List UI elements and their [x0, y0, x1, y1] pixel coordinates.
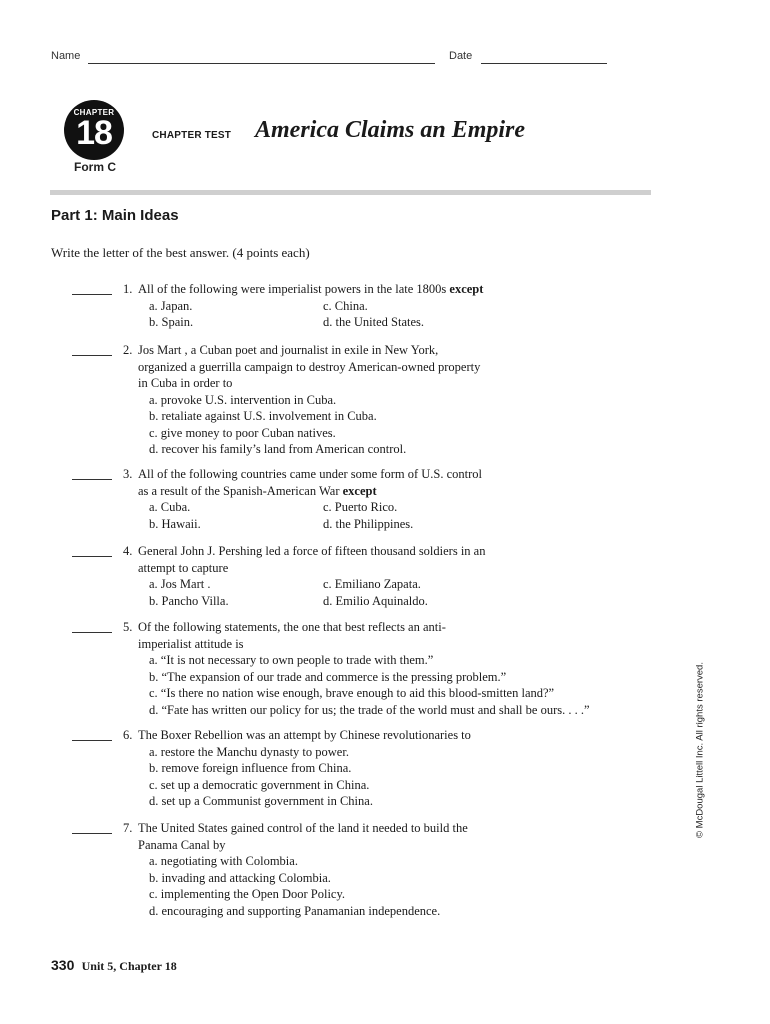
option-a[interactable]: a. negotiating with Colombia. [149, 854, 298, 868]
option-b[interactable]: b. Pancho Villa. [149, 593, 229, 608]
page-number: 330 [51, 957, 75, 973]
option-b[interactable]: b. “The expansion of our trade and commerce is the pressing problem.” [149, 669, 507, 684]
option-b[interactable]: b. remove foreign influence from China. [149, 761, 352, 775]
question-number: 3. [123, 467, 133, 481]
chapter-number: 18 [76, 114, 112, 152]
page-footer [51, 957, 177, 974]
question-number: 6. [123, 728, 133, 742]
question-stem: General John J. Pershing led a force of fifteen thousand soldiers in an attempt to capture [138, 544, 486, 575]
option-a[interactable]: a. “It is not necessary to own people to trade with them.” [149, 653, 434, 667]
option-b[interactable]: b. invading and attacking Colombia. [149, 870, 331, 885]
answer-blank[interactable] [72, 632, 112, 633]
option-a[interactable]: a. restore the Manchu dynasty to power. [149, 744, 349, 759]
option-d[interactable]: d. encouraging and supporting Panamanian independence. [149, 903, 441, 918]
option-c[interactable]: c. give money to poor Cuban natives. [149, 425, 336, 440]
date-label: Date [449, 50, 473, 62]
question-number: 1. [123, 282, 133, 296]
answer-blank[interactable] [72, 556, 112, 557]
question-number: 7. [123, 821, 133, 835]
part-title: Part 1: Main Ideas [51, 207, 179, 224]
question-stem: Of the following statements, the one that best reflects an anti- imperialist attitude is [138, 620, 446, 651]
option-b[interactable]: b. Spain. [149, 315, 194, 329]
question-stem: The Boxer Rebellion was an attempt by Chinese revolutionaries to [138, 728, 471, 742]
option-a[interactable]: a. Jos Mart . [149, 577, 211, 591]
answer-blank[interactable] [72, 833, 112, 834]
stem-emphasis: except [342, 483, 377, 498]
question-stem: All of the following were imperialist powers in the late 1800s except [138, 282, 484, 296]
option-d[interactable]: d. set up a Communist government in China. [149, 794, 373, 808]
chapter-word: CHAPTER [73, 108, 115, 117]
name-field-line[interactable] [88, 63, 435, 64]
answer-blank[interactable] [72, 740, 112, 741]
chapter-test-label: CHAPTER TEST [152, 130, 232, 141]
option-d[interactable]: d. the United States. [323, 315, 425, 329]
question-number: 4. [123, 544, 133, 558]
option-d[interactable]: d. recover his family’s land from American control. [149, 442, 407, 456]
option-a[interactable]: a. Cuba. [149, 500, 191, 514]
answer-blank[interactable] [72, 294, 112, 295]
header-divider [50, 190, 651, 195]
option-b[interactable]: b. retaliate against U.S. involvement in Cuba. [149, 409, 377, 423]
question-stem: Jos Mart , a Cuban poet and journalist in exile in New York, organized a guerrilla campaign to destroy American-owned property in Cuba in order to [138, 343, 481, 390]
answer-blank[interactable] [72, 355, 112, 356]
footer-location: Unit 5, Chapter 18 [81, 959, 177, 973]
option-d[interactable]: d. “Fate has written our policy for us; the trade of the world must and shall be ours. . . .” [149, 702, 590, 717]
date-field-line[interactable] [481, 63, 607, 64]
option-b[interactable]: b. Hawaii. [149, 516, 201, 531]
question-number: 5. [123, 620, 133, 634]
question-stem: The United States gained control of the land it needed to build the Panama Canal by [138, 821, 468, 852]
option-d[interactable]: d. Emilio Aquinaldo. [323, 593, 428, 608]
option-c[interactable]: c. set up a democratic government in China. [149, 777, 370, 792]
option-d[interactable]: d. the Philippines. [323, 516, 414, 531]
option-a[interactable]: a. Japan. [149, 298, 193, 313]
option-c[interactable]: c. “Is there no nation wise enough, brave enough to aid this blood-smitten land?” [149, 686, 555, 700]
copyright-notice: © McDougal Littell Inc. All rights reserved. [694, 662, 706, 838]
chapter-badge [64, 100, 124, 160]
answer-blank[interactable] [72, 479, 112, 480]
instructions: Write the letter of the best answer. (4 points each) [51, 245, 310, 260]
page-title: America Claims an Empire [255, 117, 526, 143]
question-number: 2. [123, 343, 133, 357]
option-a[interactable]: a. provoke U.S. intervention in Cuba. [149, 392, 337, 407]
option-c[interactable]: c. Puerto Rico. [323, 500, 398, 514]
name-label: Name [51, 50, 81, 62]
option-c[interactable]: c. China. [323, 298, 368, 313]
form-label: Form C [74, 160, 116, 174]
option-c[interactable]: c. implementing the Open Door Policy. [149, 887, 346, 901]
option-c[interactable]: c. Emiliano Zapata. [323, 577, 421, 591]
question-stem: All of the following countries came under some form of U.S. control as a result of the Spanish-American War except [138, 467, 483, 498]
stem-emphasis: except [449, 282, 484, 296]
